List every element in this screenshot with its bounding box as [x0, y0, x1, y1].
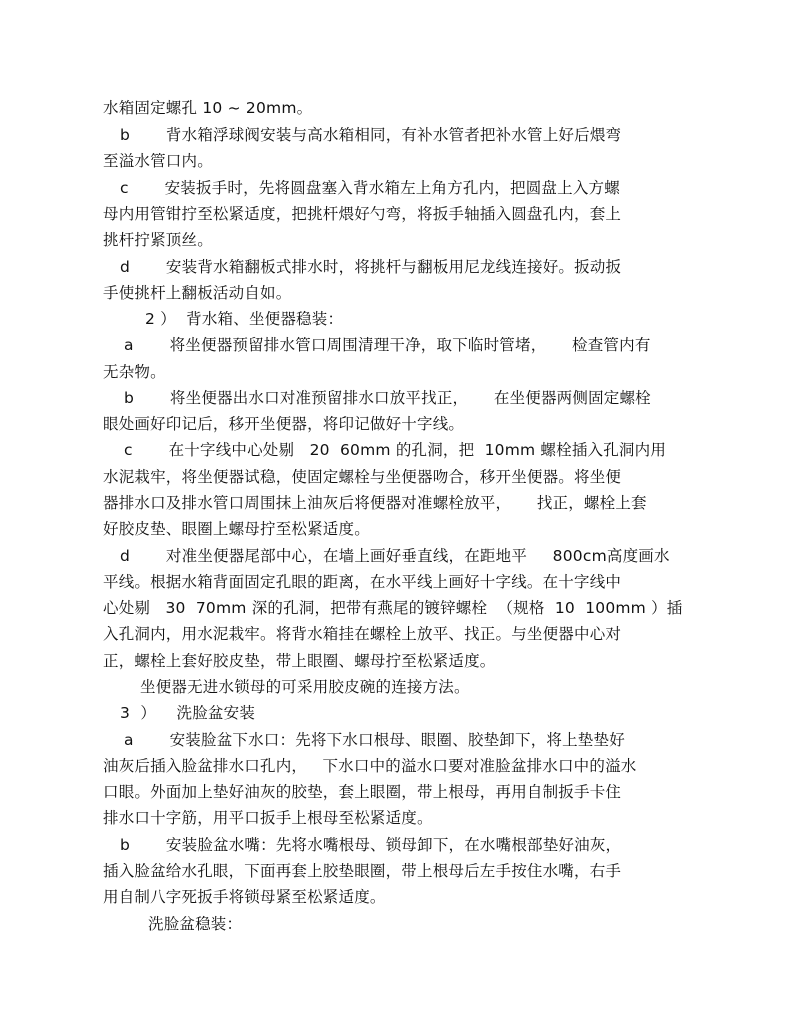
section-heading: 2 ） 背水箱、坐便器稳装：: [145, 310, 344, 328]
text-line: 至溢水管口内。: [103, 152, 213, 170]
section-heading: 洗脸盆稳装：: [148, 915, 243, 933]
text-line: 水箱固定螺孔 10 ~ 20mm。: [103, 99, 313, 117]
text-line: b 背水箱浮球阀安装与高水箱相同，有补水管者把补水管上好后煨弯: [120, 126, 622, 144]
text-line: 用自制八字死扳手将锁母紧至松紧适度。: [103, 888, 386, 906]
text-line: 油灰后插入脸盆排水口孔内， 下水口中的溢水口要对准脸盆排水口中的溢水: [103, 757, 637, 775]
text-line: 心处剔 30 70mm 深的孔洞，把带有燕尾的镀锌螺栓 （规格 10 100mm ）插: [103, 599, 683, 617]
text-line: 挑杆拧紧顶丝。: [103, 231, 213, 249]
text-line: 正，螺栓上套好胶皮垫，带上眼圈、螺母拧至松紧适度。: [103, 652, 496, 670]
text-line: a 将坐便器预留排水管口周围清理干净，取下临时管堵， 检查管内有: [124, 336, 651, 354]
text-line: 水泥栽牢，将坐便器试稳，使固定螺栓与坐便器吻合，移开坐便器。将坐便: [103, 468, 622, 486]
section-heading: 3 ） 洗脸盆安装: [120, 704, 256, 722]
text-line: d 安装背水箱翻板式排水时，将挑杆与翻板用尼龙线连接好。扳动扳: [120, 258, 622, 276]
text-line: c 安装扳手时，先将圆盘塞入背水箱左上角方孔内，把圆盘上入方螺: [120, 179, 620, 197]
text-line: 眼处画好印记后，移开坐便器，将印记做好十字线。: [103, 415, 465, 433]
text-line: 器排水口及排水管口周围抹上油灰后将便器对准螺栓放平， 找正，螺栓上套: [103, 494, 647, 512]
text-line: b 将坐便器出水口对准预留排水口放平找正， 在坐便器两侧固定螺栓: [124, 389, 651, 407]
text-line: a 安装脸盆下水口：先将下水口根母、眼圈、胶垫卸下，将上垫垫好: [124, 731, 625, 749]
text-line: 排水口十字筋，用平口扳手上根母至松紧适度。: [103, 809, 433, 827]
text-line: 口眼。外面加上垫好油灰的胶垫，套上眼圈，带上根母，再用自制扳手卡住: [103, 783, 622, 801]
text-line: d 对准坐便器尾部中心，在墙上画好垂直线，在距地平 800cm高度画水: [120, 547, 670, 565]
text-line: 无杂物。: [103, 363, 166, 381]
text-line: 手使挑杆上翻板活动自如。: [103, 284, 292, 302]
text-line: 坐便器无进水锁母的可采用胶皮碗的连接方法。: [140, 678, 470, 696]
text-line: b 安装脸盆水嘴：先将水嘴根母、锁母卸下，在水嘴根部垫好油灰，: [120, 836, 622, 854]
text-line: 平线。根据水箱背面固定孔眼的距离，在水平线上画好十字线。在十字线中: [103, 573, 622, 591]
text-line: c 在十字线中心处剔 20 60mm 的孔洞，把 10mm 螺栓插入孔洞内用: [124, 441, 667, 459]
text-line: 插入脸盆给水孔眼，下面再套上胶垫眼圈，带上根母后左手按住水嘴，右手: [103, 862, 622, 880]
text-line: 母内用管钳拧至松紧适度，把挑杆煨好勺弯，将扳手轴插入圆盘孔内，套上: [103, 205, 622, 223]
text-line: 好胶皮垫、眼圈上螺母拧至松紧适度。: [103, 520, 370, 538]
text-line: 入孔洞内，用水泥栽牢。将背水箱挂在螺栓上放平、找正。与坐便器中心对: [103, 625, 622, 643]
